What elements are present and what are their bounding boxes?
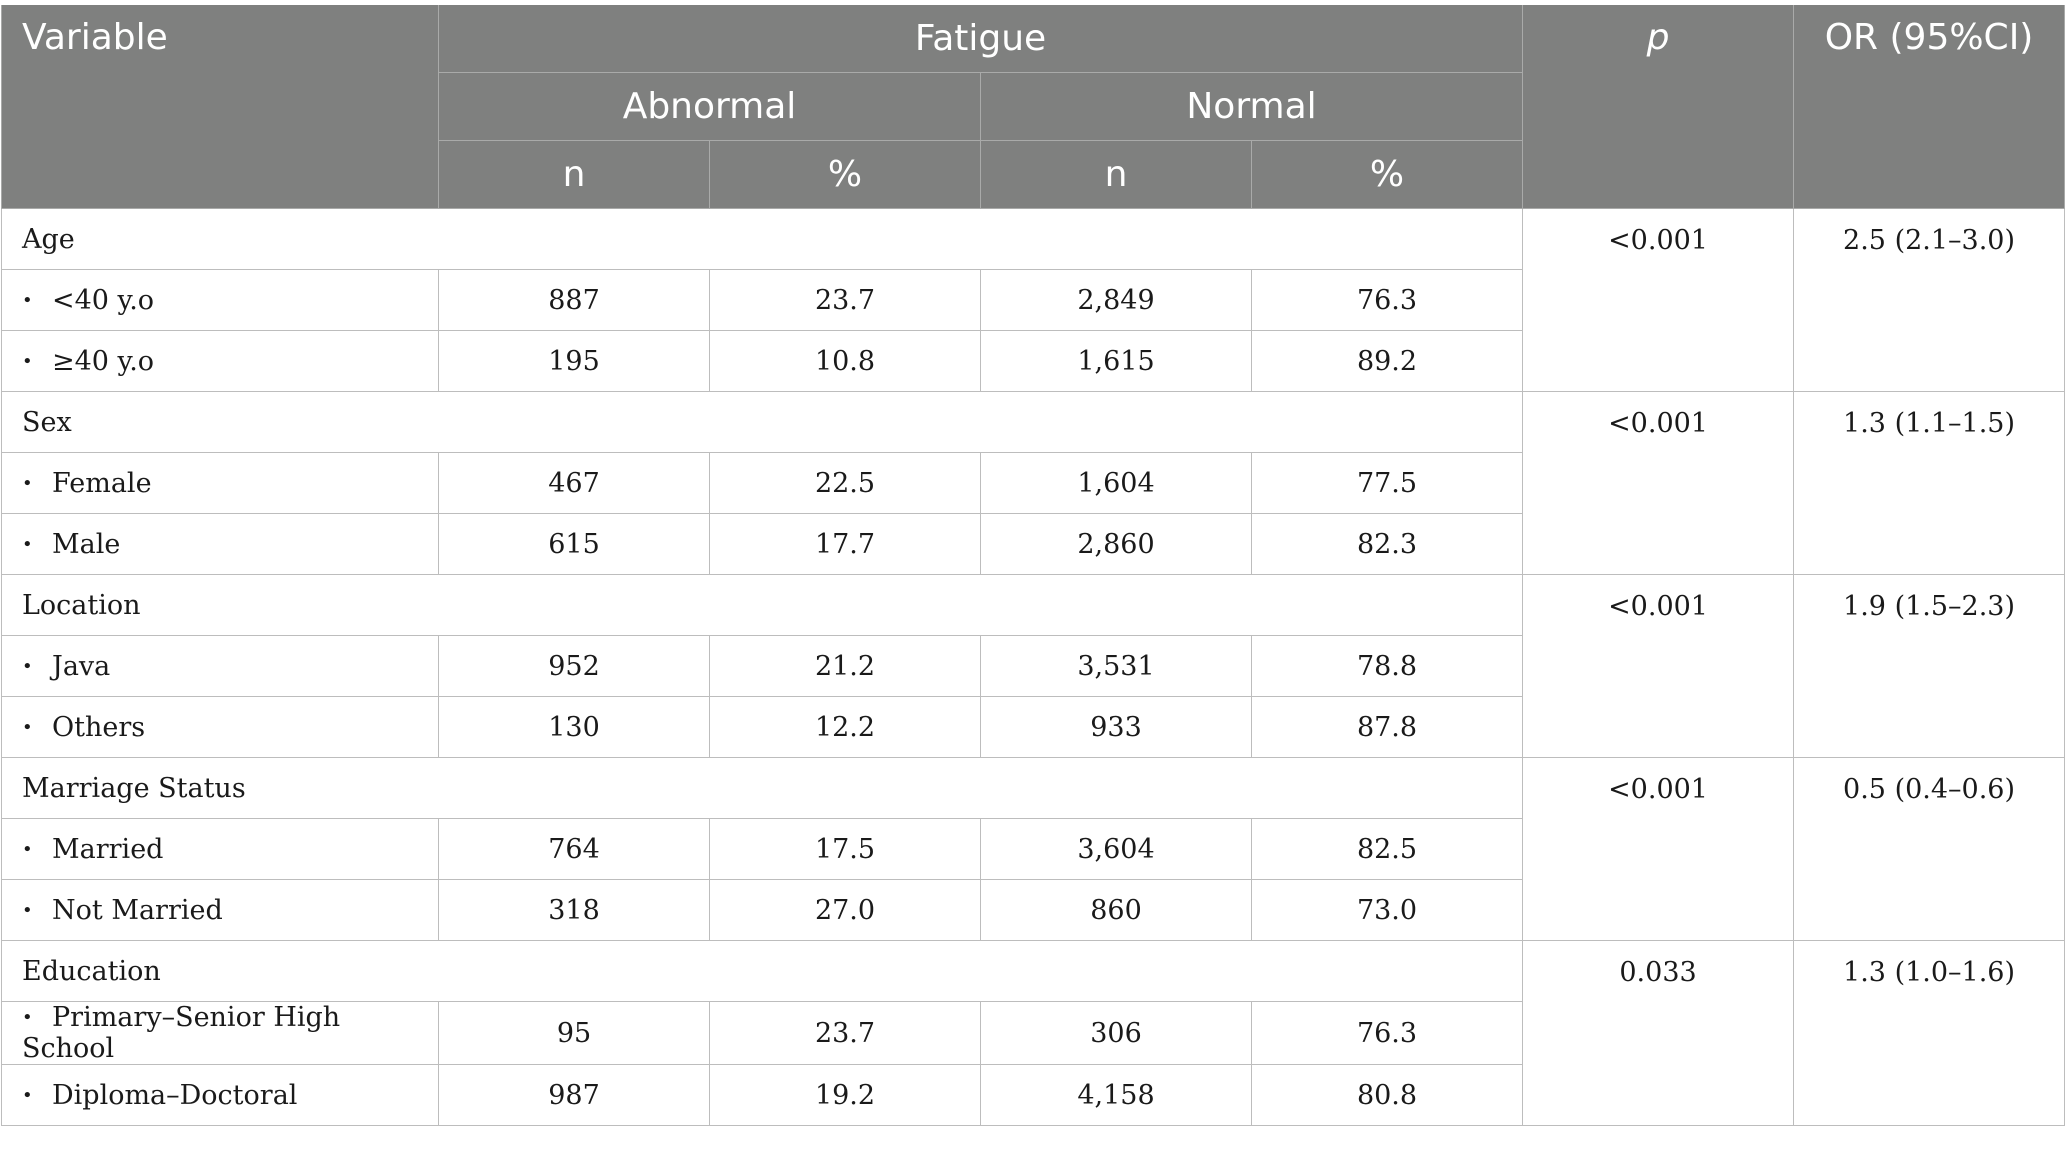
header-fatigue: Fatigue: [439, 5, 1523, 73]
header-abnormal: Abnormal: [439, 73, 981, 141]
normal-n-cell: 4,158: [981, 1065, 1252, 1126]
bullet-icon: •: [22, 899, 33, 921]
row-label-cell: [2, 636, 439, 697]
normal-n-cell: 1,604: [981, 453, 1252, 514]
row-label: ≥40 y.o: [52, 345, 155, 377]
abnormal-pct-cell: 23.7: [710, 1002, 981, 1065]
abnormal-pct-cell: 17.7: [710, 514, 981, 575]
row-label-cell: [2, 697, 439, 758]
odds-ratio-cell: 1.9 (1.5–2.3): [1794, 575, 2065, 758]
header-normal: Normal: [981, 73, 1523, 141]
abnormal-n-cell: 195: [439, 331, 710, 392]
odds-ratio-cell: 1.3 (1.0–1.6): [1794, 941, 2065, 1126]
normal-pct-cell: 89.2: [1252, 331, 1523, 392]
row-label: <40 y.o: [52, 284, 155, 316]
p-value-cell: <0.001: [1523, 392, 1794, 575]
abnormal-pct-cell: 12.2: [710, 697, 981, 758]
abnormal-n-cell: 467: [439, 453, 710, 514]
table-header: [2, 5, 2065, 209]
normal-pct-cell: 77.5: [1252, 453, 1523, 514]
header-abnormal-n: n: [439, 141, 710, 209]
normal-pct-cell: 82.3: [1252, 514, 1523, 575]
normal-n-cell: 860: [981, 880, 1252, 941]
abnormal-pct-cell: 22.5: [710, 453, 981, 514]
abnormal-n-cell: 987: [439, 1065, 710, 1126]
normal-n-cell: 2,849: [981, 270, 1252, 331]
abnormal-pct-cell: 19.2: [710, 1065, 981, 1126]
bullet-icon: •: [22, 1007, 33, 1028]
table-body: [2, 209, 2065, 1126]
normal-n-cell: 2,860: [981, 514, 1252, 575]
row-label: Not Married: [52, 894, 223, 926]
row-label-cell: [2, 819, 439, 880]
table-row-group: [2, 392, 2065, 453]
row-label-cell: [2, 453, 439, 514]
header-normal-pct: %: [1252, 141, 1523, 209]
row-label-cell: [2, 331, 439, 392]
abnormal-n-cell: 764: [439, 819, 710, 880]
abnormal-pct-cell: 17.5: [710, 819, 981, 880]
odds-ratio-cell: 2.5 (2.1–3.0): [1794, 209, 2065, 392]
normal-n-cell: 3,604: [981, 819, 1252, 880]
normal-pct-cell: 76.3: [1252, 1002, 1523, 1065]
fatigue-table: [1, 5, 2065, 1126]
table-row-group: [2, 758, 2065, 819]
abnormal-n-cell: 887: [439, 270, 710, 331]
bullet-icon: •: [22, 472, 33, 494]
normal-pct-cell: 82.5: [1252, 819, 1523, 880]
row-label-cell: [2, 514, 439, 575]
header-abnormal-pct: %: [710, 141, 981, 209]
normal-pct-cell: 78.8: [1252, 636, 1523, 697]
row-label: Female: [52, 467, 152, 499]
abnormal-pct-cell: 27.0: [710, 880, 981, 941]
abnormal-pct-cell: 10.8: [710, 331, 981, 392]
normal-n-cell: 3,531: [981, 636, 1252, 697]
row-label: Diploma–Doctoral: [52, 1079, 298, 1111]
normal-n-cell: 1,615: [981, 331, 1252, 392]
p-value-cell: <0.001: [1523, 575, 1794, 758]
abnormal-n-cell: 318: [439, 880, 710, 941]
group-label: Age: [2, 209, 1523, 270]
bullet-icon: •: [22, 838, 33, 860]
normal-pct-cell: 87.8: [1252, 697, 1523, 758]
bullet-icon: •: [22, 716, 33, 738]
table-row-group: [2, 941, 2065, 1002]
abnormal-n-cell: 130: [439, 697, 710, 758]
p-value-cell: <0.001: [1523, 209, 1794, 392]
abnormal-n-cell: 615: [439, 514, 710, 575]
normal-pct-cell: 73.0: [1252, 880, 1523, 941]
row-label-cell: [2, 880, 439, 941]
bullet-icon: •: [22, 1084, 33, 1106]
odds-ratio-cell: 0.5 (0.4–0.6): [1794, 758, 2065, 941]
header-p-value: p: [1523, 5, 1794, 209]
abnormal-pct-cell: 23.7: [710, 270, 981, 331]
group-label: Sex: [2, 392, 1523, 453]
normal-n-cell: 933: [981, 697, 1252, 758]
p-value-cell: 0.033: [1523, 941, 1794, 1126]
normal-n-cell: 306: [981, 1002, 1252, 1065]
p-value-cell: <0.001: [1523, 758, 1794, 941]
row-label: Primary–Senior High School: [22, 1002, 341, 1064]
table-row-group: [2, 209, 2065, 270]
header-odds-ratio: OR (95%CI): [1794, 5, 2065, 209]
header-variable: Variable: [2, 5, 439, 209]
odds-ratio-cell: 1.3 (1.1–1.5): [1794, 392, 2065, 575]
row-label: Married: [52, 833, 164, 865]
abnormal-pct-cell: 21.2: [710, 636, 981, 697]
normal-pct-cell: 80.8: [1252, 1065, 1523, 1126]
bullet-icon: •: [22, 289, 33, 311]
normal-pct-cell: 76.3: [1252, 270, 1523, 331]
bullet-icon: •: [22, 350, 33, 372]
table-row-group: [2, 575, 2065, 636]
bullet-icon: •: [22, 655, 33, 677]
group-label: Location: [2, 575, 1523, 636]
abnormal-n-cell: 952: [439, 636, 710, 697]
row-label-cell: [2, 270, 439, 331]
bullet-icon: •: [22, 533, 33, 555]
group-label: Marriage Status: [2, 758, 1523, 819]
row-label: Male: [52, 528, 121, 560]
fatigue-table-container: [1, 5, 2064, 1126]
group-label: Education: [2, 941, 1523, 1002]
abnormal-n-cell: 95: [439, 1002, 710, 1065]
row-label: Java: [52, 650, 111, 682]
header-normal-n: n: [981, 141, 1252, 209]
row-label-cell: [2, 1002, 439, 1065]
row-label: Others: [52, 711, 146, 743]
row-label-cell: [2, 1065, 439, 1126]
